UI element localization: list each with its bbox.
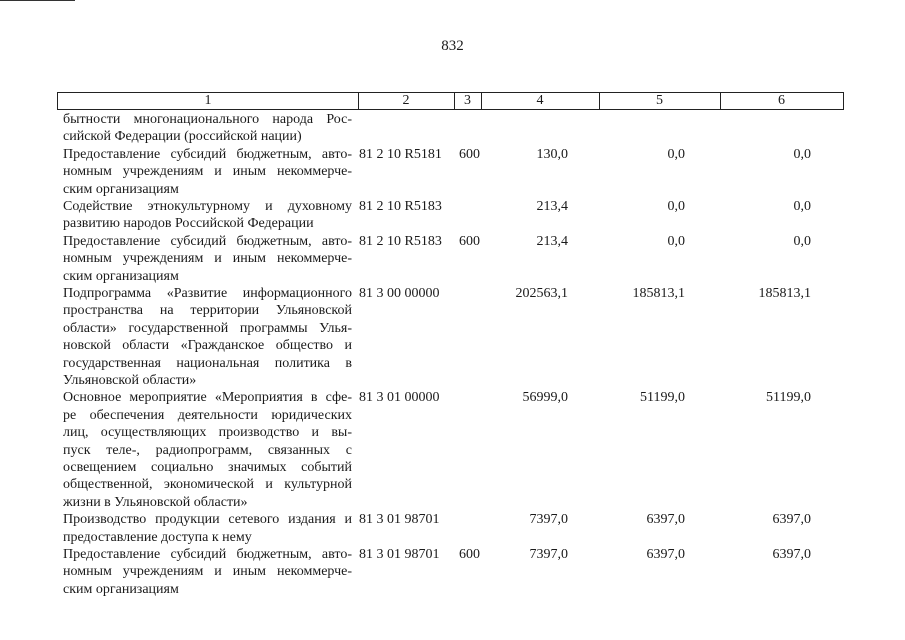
scan-edge-line bbox=[0, 0, 75, 1]
description-line: области» государственной программы Улья- bbox=[63, 320, 352, 336]
description-line: предоставление доступа к нему bbox=[63, 529, 252, 545]
description-line: Предоставление субсидий бюджетным, авто- bbox=[63, 233, 352, 249]
row-value-col5: 0,0 bbox=[667, 199, 685, 214]
row-expense-type: 600 bbox=[459, 146, 480, 162]
row-description bbox=[63, 111, 352, 146]
description-line: ским организациям bbox=[63, 181, 179, 197]
row-value-col4: 56999,0 bbox=[522, 390, 568, 406]
description-line: развитию народов Российской Федерации bbox=[63, 216, 314, 232]
description-line: Основное мероприятие «Мероприятия в сфе- bbox=[63, 390, 352, 406]
page-number: 832 bbox=[441, 38, 464, 54]
description-line: ским организациям bbox=[63, 268, 179, 284]
description-line: Подпрограмма «Развитие информационного bbox=[63, 286, 352, 301]
description-line: бытности многонационального народа Рос- bbox=[63, 112, 352, 127]
description-line: номным учреждениям и иным некоммерче- bbox=[63, 164, 352, 180]
row-description bbox=[63, 511, 352, 546]
description-line: Предоставление субсидий бюджетным, авто- bbox=[63, 146, 352, 162]
header-col-6: 6 bbox=[778, 93, 785, 108]
description-line: пространства на территории Ульяновской bbox=[63, 303, 352, 319]
description-line: ским организациям bbox=[63, 581, 179, 597]
row-value-col6: 0,0 bbox=[793, 233, 811, 249]
row-value-col5: 6397,0 bbox=[646, 547, 685, 562]
row-code: 81 3 01 00000 bbox=[359, 390, 440, 406]
description-line: Предоставление субсидий бюджетным, авто- bbox=[63, 547, 352, 562]
row-code: 81 3 01 98701 bbox=[359, 512, 440, 528]
row-expense-type: 600 bbox=[459, 547, 480, 562]
row-description bbox=[63, 198, 352, 233]
header-col-3: 3 bbox=[454, 93, 482, 109]
header-col-5: 5 bbox=[599, 93, 721, 109]
description-line: освещением социально значимых событий bbox=[63, 460, 352, 476]
description-line: Ульяновской области» bbox=[63, 373, 197, 389]
row-description bbox=[63, 233, 352, 285]
row-expense-type: 600 bbox=[459, 233, 480, 249]
row-value-col6: 51199,0 bbox=[766, 390, 811, 406]
description-line: лиц, осуществляющих производство и вы- bbox=[63, 425, 352, 441]
row-code: 81 2 10 R5181 bbox=[359, 146, 442, 162]
row-value-col4: 7397,0 bbox=[529, 512, 568, 528]
row-value-col6: 0,0 bbox=[793, 199, 811, 214]
description-line: ре обеспечения деятельности юридических bbox=[63, 407, 352, 423]
description-line: пуск теле-, радиопрограмм, связанных с bbox=[63, 442, 352, 458]
description-line: общественной, экономической и культурной bbox=[63, 477, 352, 493]
description-line: жизни в Ульяновской области» bbox=[63, 494, 248, 510]
row-value-col4: 202563,1 bbox=[515, 286, 568, 301]
row-value-col5: 185813,1 bbox=[632, 286, 685, 301]
row-code: 81 2 10 R5183 bbox=[359, 199, 442, 214]
row-code: 81 3 01 98701 bbox=[359, 547, 440, 562]
row-value-col6: 185813,1 bbox=[758, 286, 811, 301]
row-description bbox=[63, 285, 352, 389]
row-value-col5: 0,0 bbox=[667, 233, 685, 249]
table-header bbox=[57, 92, 844, 110]
row-value-col6: 6397,0 bbox=[772, 547, 811, 562]
row-value-col5: 0,0 bbox=[667, 146, 685, 162]
row-value-col4: 213,4 bbox=[536, 233, 568, 249]
row-code: 81 2 10 R5183 bbox=[359, 233, 442, 249]
row-value-col4: 213,4 bbox=[536, 199, 568, 214]
row-code: 81 3 00 00000 bbox=[359, 286, 440, 301]
row-value-col4: 7397,0 bbox=[529, 547, 568, 562]
row-value-col4: 130,0 bbox=[536, 146, 568, 162]
description-line: сийской Федерации (российской нации) bbox=[63, 129, 302, 145]
description-line: номным учреждениям и иным некоммерче- bbox=[63, 251, 352, 267]
row-value-col6: 6397,0 bbox=[772, 512, 811, 528]
row-description bbox=[63, 546, 352, 598]
row-value-col6: 0,0 bbox=[793, 146, 811, 162]
row-description bbox=[63, 389, 352, 511]
header-col-2: 2 bbox=[358, 93, 455, 109]
description-line: государственная национальная политика в bbox=[63, 355, 352, 371]
description-line: номным учреждениям и иным некоммерче- bbox=[63, 564, 352, 580]
row-value-col5: 6397,0 bbox=[646, 512, 685, 528]
header-col-4: 4 bbox=[481, 93, 600, 109]
description-line: Производство продукции сетевого издания и bbox=[63, 512, 352, 528]
header-col-1: 1 bbox=[58, 93, 359, 109]
row-value-col5: 51199,0 bbox=[640, 390, 685, 406]
row-description bbox=[63, 146, 352, 198]
description-line: Содействие этнокультурному и духовному bbox=[63, 199, 352, 214]
description-line: новской области «Гражданское общество и bbox=[63, 338, 352, 354]
